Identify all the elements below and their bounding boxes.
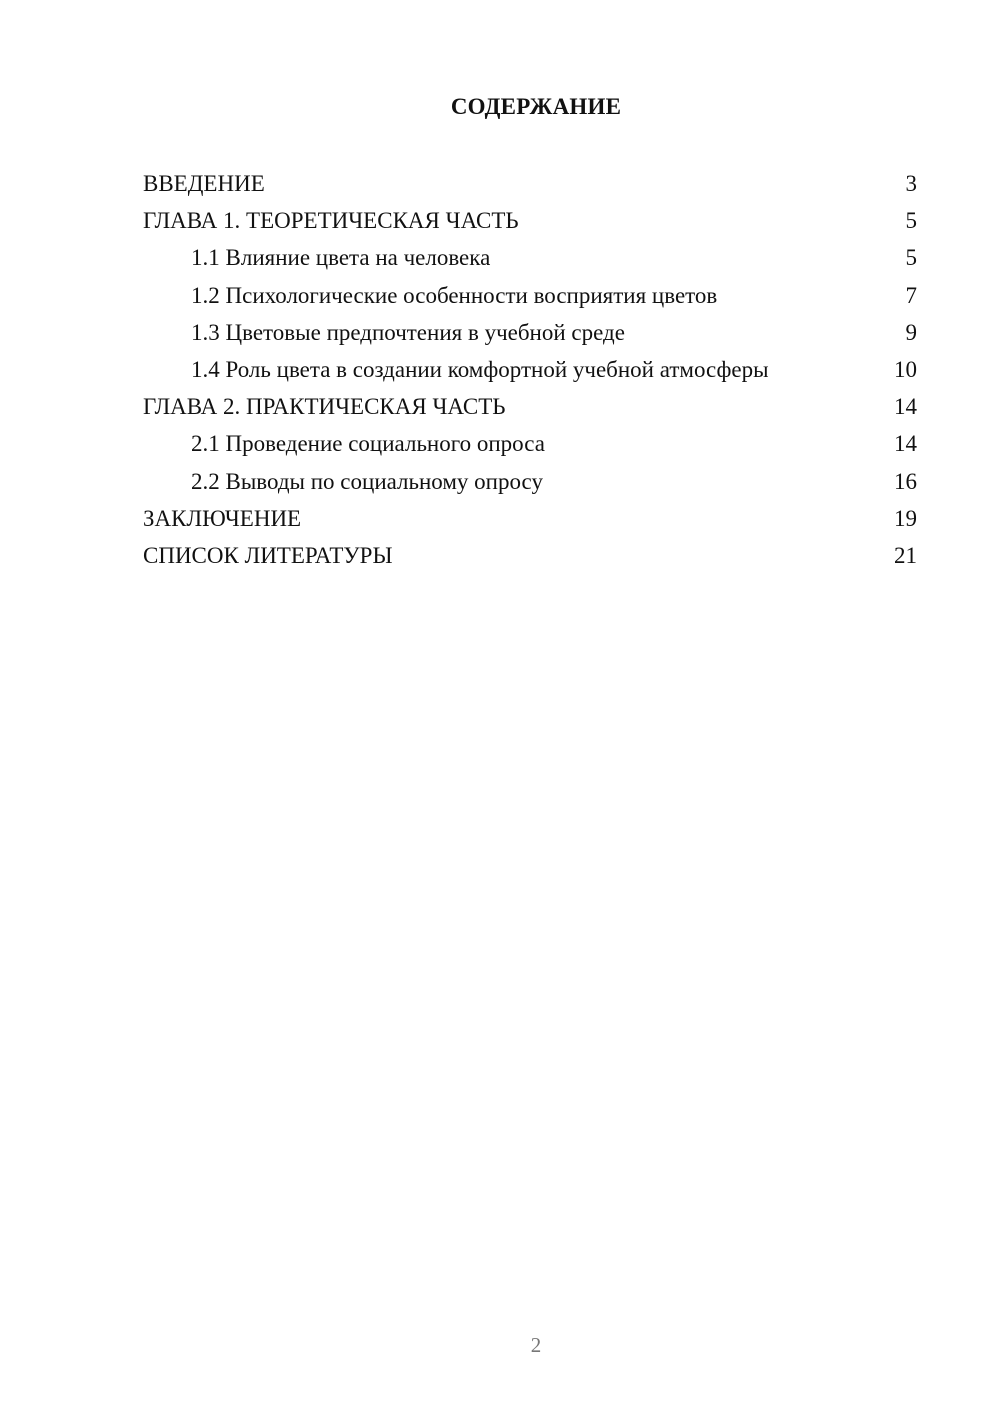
- toc-entry-page: 21: [894, 542, 917, 568]
- toc-entry-label: 1.3 Цветовые предпочтения в учебной среде: [191, 319, 625, 345]
- toc-entry-bibliography[interactable]: [143, 537, 917, 574]
- toc-entry-section-1-2[interactable]: [143, 277, 917, 314]
- toc-entry-chapter-1[interactable]: [143, 202, 917, 239]
- table-of-contents: [143, 165, 917, 574]
- toc-entry-section-1-4[interactable]: [143, 351, 917, 388]
- toc-entry-section-1-3[interactable]: [143, 314, 917, 351]
- toc-entry-section-2-1[interactable]: [143, 425, 917, 462]
- page-title: СОДЕРЖАНИЕ: [450, 94, 622, 119]
- page-number: 2: [530, 1333, 542, 1357]
- toc-entry-label: 1.1 Влияние цвета на человека: [191, 245, 491, 271]
- toc-entry-section-1-1[interactable]: [143, 239, 917, 276]
- toc-entry-page: 10: [894, 356, 917, 382]
- toc-entry-page: 19: [894, 505, 917, 531]
- toc-entry-chapter-2[interactable]: [143, 388, 917, 425]
- toc-entry-label: ГЛАВА 2. ПРАКТИЧЕСКАЯ ЧАСТЬ: [143, 394, 506, 420]
- toc-entry-page: 9: [905, 319, 917, 345]
- toc-entry-conclusion[interactable]: [143, 500, 917, 537]
- toc-entry-label: 2.2 Выводы по социальному опросу: [191, 468, 543, 494]
- toc-entry-label: 1.4 Роль цвета в создании комфортной учебной атмосферы: [191, 356, 769, 382]
- toc-entry-page: 14: [894, 394, 917, 420]
- toc-entry-page: 3: [905, 171, 917, 196]
- toc-entry-page: 14: [894, 431, 917, 457]
- toc-entry-label: 1.2 Психологические особенности восприятия цветов: [191, 282, 718, 308]
- toc-entry-page: 16: [894, 468, 917, 494]
- toc-entry-label: СПИСОК ЛИТЕРАТУРЫ: [143, 542, 393, 568]
- toc-entry-label: 2.1 Проведение социального опроса: [191, 431, 545, 457]
- toc-entry-introduction[interactable]: [143, 165, 917, 202]
- toc-entry-page: 5: [905, 245, 917, 271]
- toc-entry-label: ВВЕДЕНИЕ: [143, 171, 265, 196]
- toc-entry-page: 5: [905, 208, 917, 234]
- toc-entry-label: ЗАКЛЮЧЕНИЕ: [143, 505, 302, 531]
- toc-entry-page: 7: [905, 282, 917, 308]
- toc-entry-label: ГЛАВА 1. ТЕОРЕТИЧЕСКАЯ ЧАСТЬ: [143, 208, 519, 234]
- toc-entry-section-2-2[interactable]: [143, 463, 917, 500]
